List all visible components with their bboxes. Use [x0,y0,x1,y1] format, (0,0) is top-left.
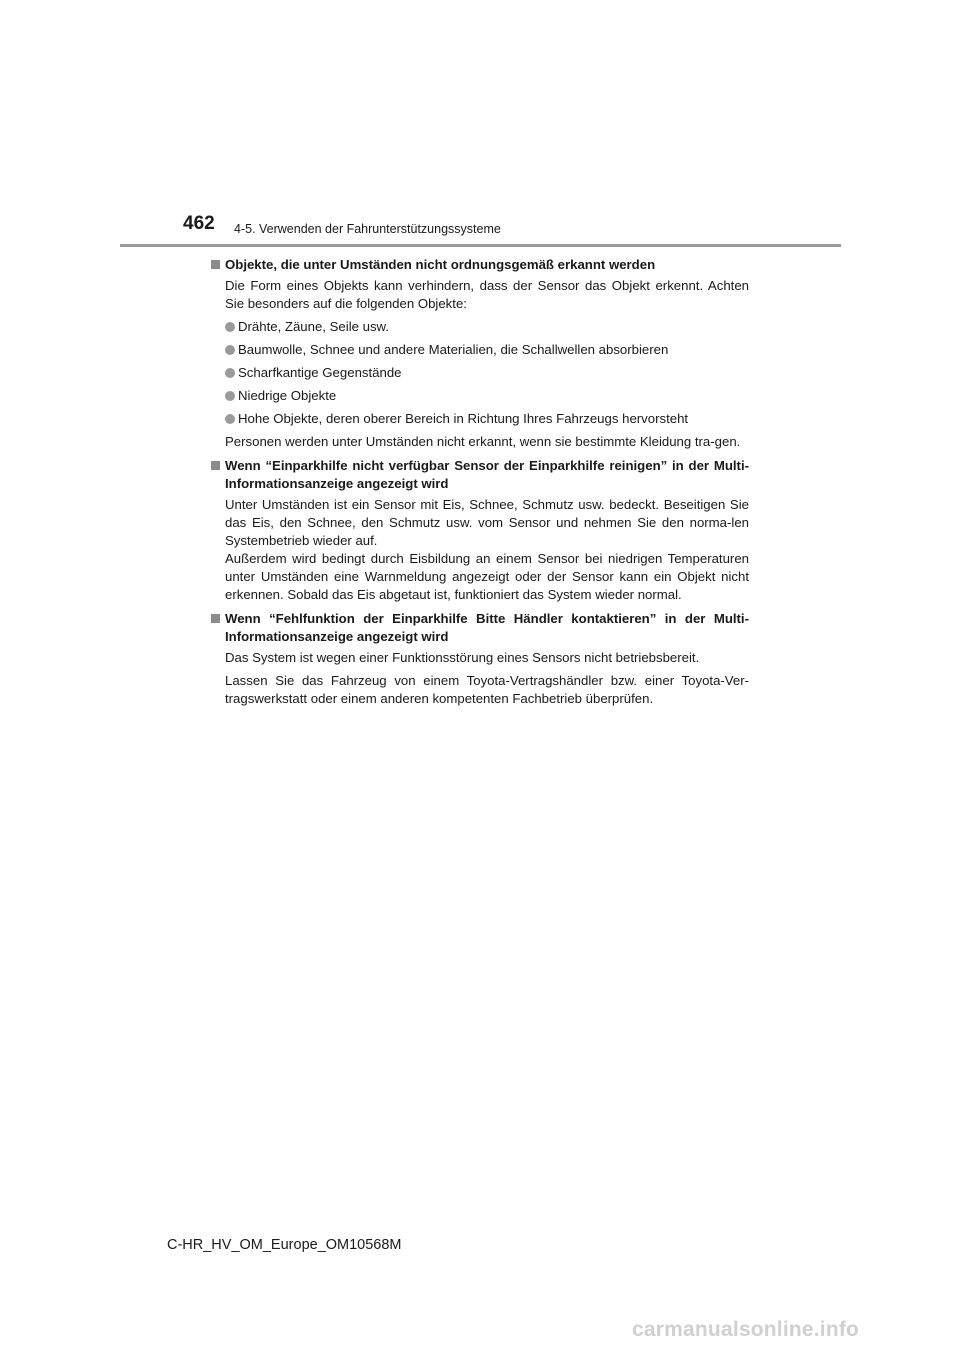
square-bullet-icon [211,614,220,623]
section-paragraph: Außerdem wird bedingt durch Eisbildung an einem Sensor bei niedrigen Temperaturen unter Umständen eine Warnmeldung angezeigt oder der Sensor kann ein Objekt nicht erkennen. Sobald das Eis abgetaut ist, funktioniert das System wieder normal. [225,551,749,602]
page-header [0,0,960,250]
section-heading [209,610,749,646]
header-divider [120,244,841,247]
section-intro: Die Form eines Objekts kann verhindern, dass der Sensor das Objekt erkennt. Achten Sie besonders auf die folgenden Objekte: [225,278,749,311]
list-item [209,410,749,428]
list-item-text: Scharfkantige Gegenstände [238,365,402,380]
square-bullet-icon [211,461,220,470]
section-heading-text: Wenn “Einparkhilfe nicht verfügbar Sensor der Einparkhilfe reinigen” in der Multi-Informationsanzeige angezeigt wird [225,458,749,491]
section-title: 4-5. Verwenden der Fahrunterstützungssysteme [234,222,501,236]
section-paragraph: Das System ist wegen einer Funktionsstörung eines Sensors nicht betriebsbereit. [225,650,700,665]
section-objects [209,256,749,451]
main-content [209,256,749,714]
page-number: 462 [183,213,215,234]
list-item-text: Baumwolle, Schnee und andere Materialien, die Schallwellen absorbieren [238,342,669,357]
section-heading [209,256,749,274]
circle-bullet-icon [225,368,235,378]
square-bullet-icon [211,260,220,269]
section-paragraph: Unter Umständen ist ein Sensor mit Eis, Schnee, Schmutz usw. bedeckt. Beseitigen Sie das Eis, den Schnee, den Schmutz usw. vom Sensor und nehmen Sie den norma-len Systembetrieb wieder auf. [225,497,749,548]
list-item [209,318,749,336]
list-item-text: Niedrige Objekte [238,388,337,403]
watermark: carmanualsonline.info [632,1318,860,1341]
section-paragraph: Lassen Sie das Fahrzeug von einem Toyota-Vertragshändler bzw. einer Toyota-Ver-tragswerkstatt oder einem anderen kompetenten Fachbetrieb überprüfen. [225,673,749,706]
section-malfunction [209,610,749,708]
document-code: C-HR_HV_OM_Europe_OM10568M [167,1237,402,1253]
circle-bullet-icon [225,345,235,355]
list-item [209,387,749,405]
list-item [209,364,749,382]
section-outro: Personen werden unter Umständen nicht erkannt, wenn sie bestimmte Kleidung tra-gen. [225,434,741,449]
section-sensor-cleaning [209,457,749,604]
circle-bullet-icon [225,322,235,332]
section-heading-text: Objekte, die unter Umständen nicht ordnungsgemäß erkannt werden [225,257,656,272]
list-item [209,341,749,359]
circle-bullet-icon [225,391,235,401]
section-heading [209,457,749,493]
list-item-text: Hohe Objekte, deren oberer Bereich in Richtung Ihres Fahrzeugs hervorsteht [238,411,689,426]
section-heading-text: Wenn “Fehlfunktion der Einparkhilfe Bitte Händler kontaktieren” in der Multi-Informationsanzeige angezeigt wird [225,611,749,644]
list-item-text: Drähte, Zäune, Seile usw. [238,319,390,334]
circle-bullet-icon [225,414,235,424]
